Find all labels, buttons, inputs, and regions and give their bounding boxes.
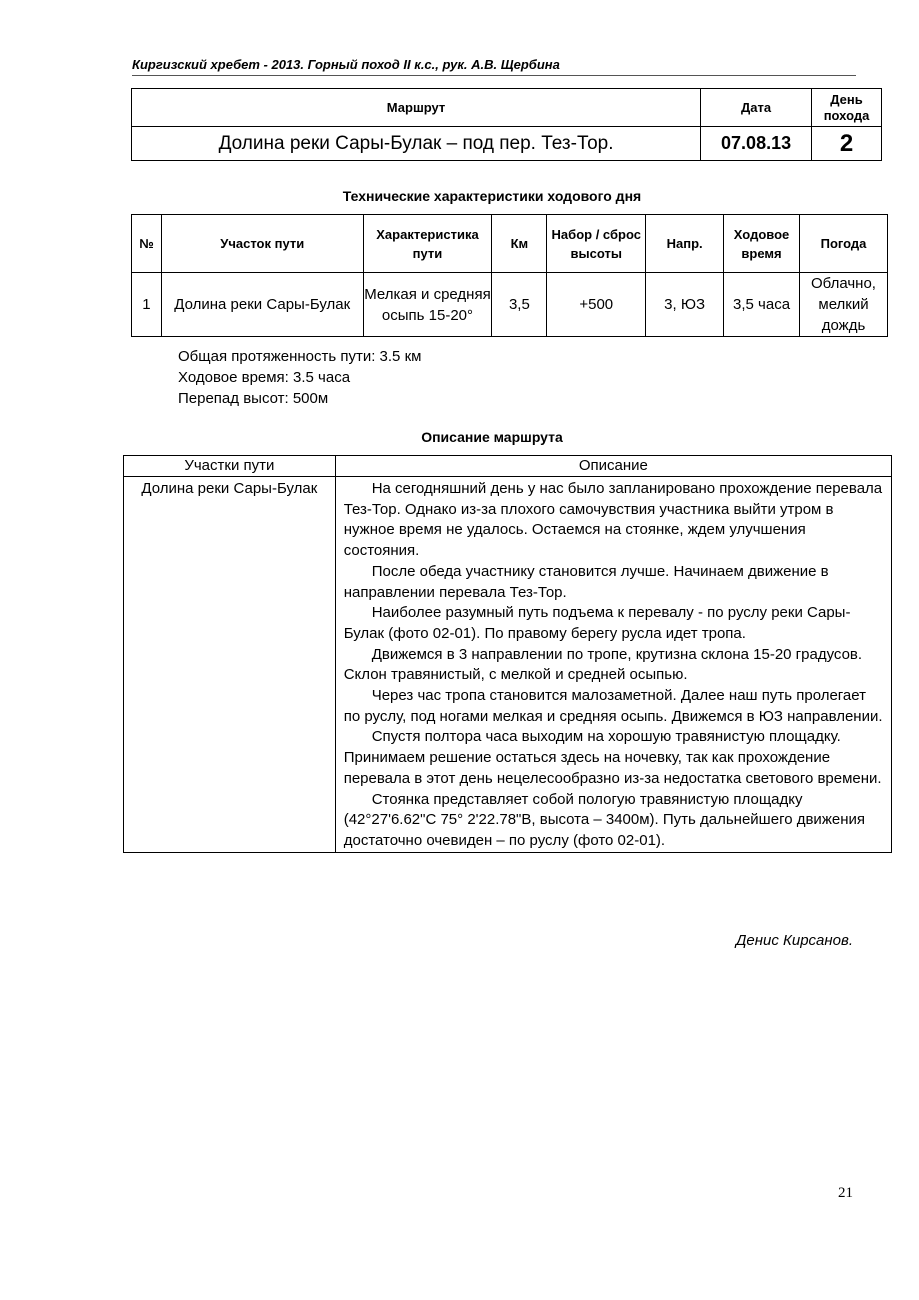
author-signature: Денис Кирсанов. bbox=[735, 932, 853, 949]
day-header: День похода bbox=[812, 89, 882, 127]
description-paragraph: На сегодняшний день у нас было запланировано прохождение перевала Тез-Тор. Однако из-за плохого самочувствия участника выйти утром в нужное время не удалось. Остаемся на стоянке, ждем улучшения состояния. bbox=[343, 480, 883, 560]
description-paragraph: Стоянка представляет собой пологую травянистую площадку (42°27'6.62"С 75° 2'22.78"В, высота – 3400м). Путь дальнейшего движения достаточно очевиден – по руслу (фото 02-01). bbox=[343, 790, 865, 849]
description-header: Описание bbox=[335, 456, 891, 477]
row-num: 1 bbox=[132, 273, 162, 337]
description-paragraph: Через час тропа становится малозаметной. Далее наш путь пролегает по руслу, под ногами мелкая и средняя осыпь. Движемся в ЮЗ направлении. bbox=[343, 687, 883, 725]
description-table bbox=[123, 455, 892, 853]
date-header: Дата bbox=[701, 89, 812, 127]
description-header-row bbox=[124, 456, 892, 477]
elevation-header: Набор / сброс высоты bbox=[547, 215, 646, 273]
route-summary bbox=[178, 346, 421, 409]
route-table-row bbox=[132, 127, 882, 161]
km-header: Км bbox=[492, 215, 547, 273]
row-time: 3,5 часа bbox=[724, 273, 800, 337]
character-header: Характеристика пути bbox=[363, 215, 492, 273]
route-table-header-row bbox=[132, 89, 882, 127]
weather-header: Погода bbox=[800, 215, 888, 273]
route-day: 2 bbox=[812, 127, 882, 161]
description-paragraph: Наиболее разумный путь подъема к перевалу - по руслу реки Сары-Булак (фото 02-01). По правому берегу русла идет тропа. bbox=[343, 604, 851, 642]
num-header: № bbox=[132, 215, 162, 273]
route-table bbox=[131, 88, 882, 161]
route-date: 07.08.13 bbox=[701, 127, 812, 161]
route-name: Долина реки Сары-Булак – под пер. Тез-Тор. bbox=[132, 127, 701, 161]
description-paragraph: Движемся в 3 направлении по тропе, крутизна склона 15-20 градусов. Склон травянистый, с мелкой и средней осыпью. bbox=[343, 645, 863, 684]
direction-header: Напр. bbox=[646, 215, 724, 273]
segments-header: Участки пути bbox=[124, 456, 336, 477]
description-segment: Долина реки Сары-Булак bbox=[124, 477, 336, 853]
row-km: 3,5 bbox=[492, 273, 547, 337]
total-length: Общая протяженность пути: 3.5 км bbox=[178, 348, 422, 365]
tech-table-header-row bbox=[132, 215, 888, 273]
segment-header: Участок пути bbox=[161, 215, 363, 273]
row-direction: 3, ЮЗ bbox=[646, 273, 724, 337]
description-body bbox=[335, 477, 891, 853]
row-character: Мелкая и средняя осыпь 15-20° bbox=[363, 273, 492, 337]
tech-table bbox=[131, 214, 888, 337]
row-weather: Облачно, мелкий дождь bbox=[800, 273, 888, 337]
running-header: Киргизский хребет - 2013. Горный поход II к.с., рук. А.В. Щербина bbox=[132, 56, 856, 76]
description-paragraph: После обеда участнику становится лучше. Начинаем движение в направлении перевала Тез-Тор. bbox=[343, 562, 829, 601]
time-header: Ходовое время bbox=[724, 215, 800, 273]
table-row bbox=[132, 273, 888, 337]
moving-time: Ходовое время: 3.5 часа bbox=[178, 369, 351, 386]
route-header: Маршрут bbox=[132, 89, 701, 127]
tech-section-title: Технические характеристики ходового дня bbox=[342, 188, 642, 204]
row-elevation: +500 bbox=[547, 273, 646, 337]
description-section-title: Описание маршрута bbox=[421, 429, 563, 445]
description-row bbox=[124, 477, 892, 853]
row-segment: Долина реки Сары-Булак bbox=[161, 273, 363, 337]
page-number: 21 bbox=[838, 1185, 853, 1201]
elevation-diff: Перепад высот: 500м bbox=[178, 390, 329, 407]
description-paragraph: Спустя полтора часа выходим на хорошую травянистую площадку. Принимаем решение остаться здесь на ночевку, так как прохождение перевала в этот день нецелесообразно из-за недостатка светового времени. bbox=[343, 728, 882, 787]
